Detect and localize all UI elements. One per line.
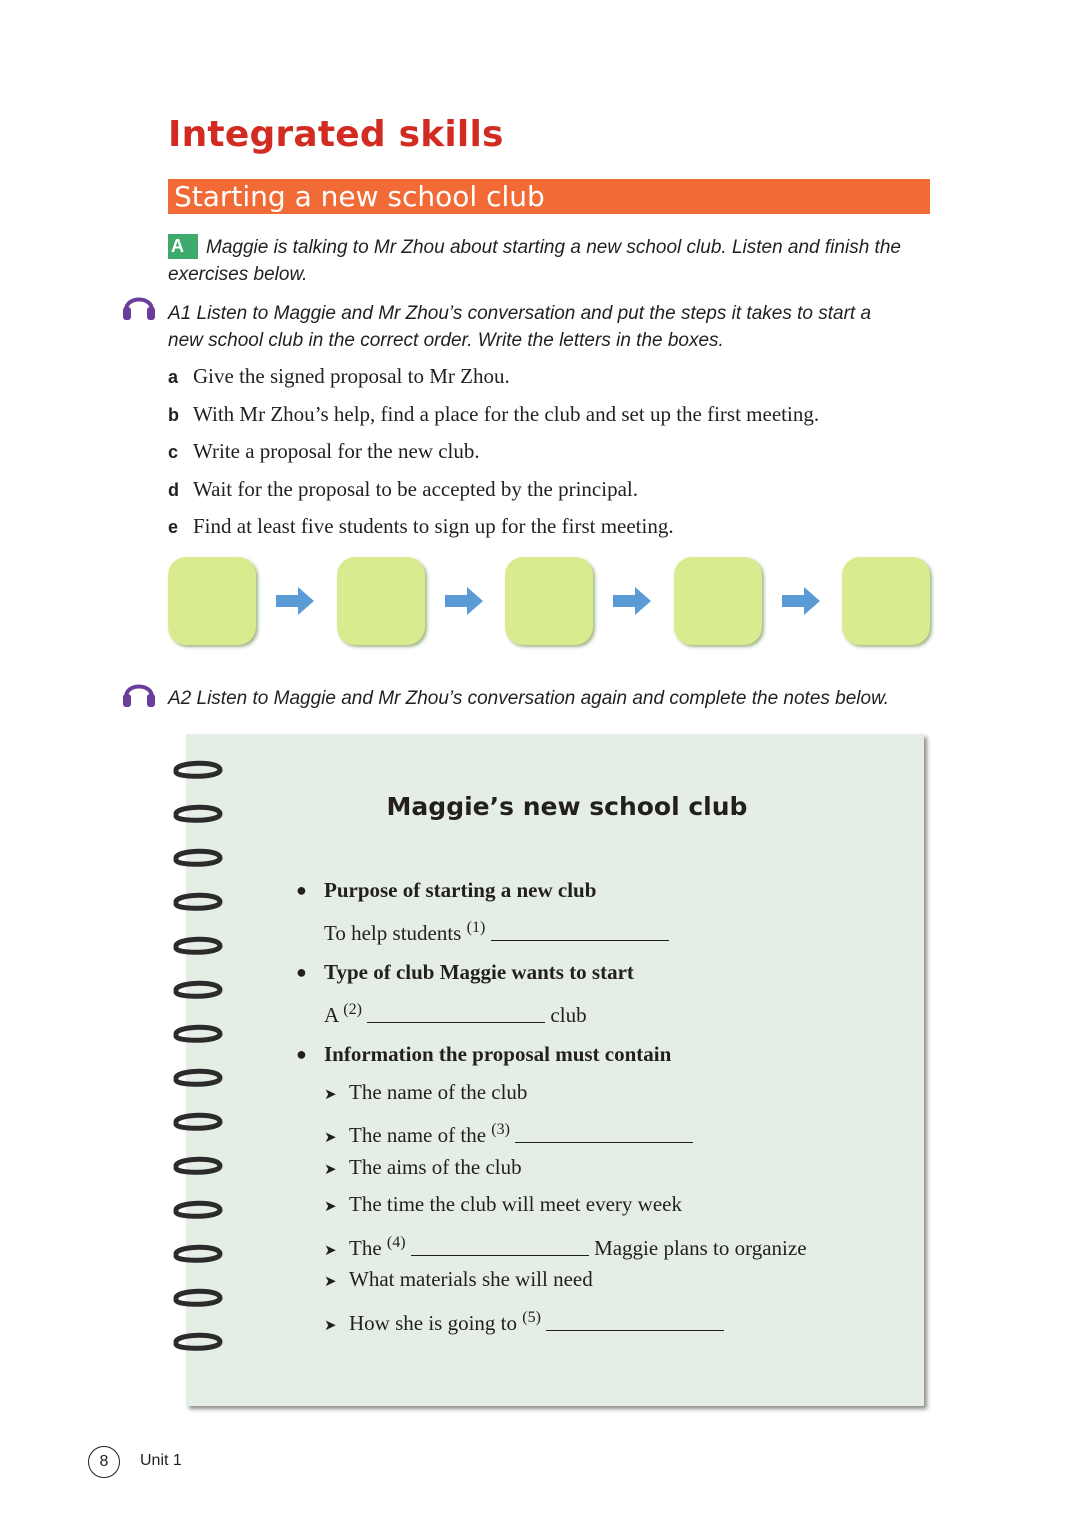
step-list [168, 358, 928, 546]
item-text: The [349, 1236, 382, 1260]
arrow-bullet-icon: ➤ [324, 1087, 337, 1103]
bullet-icon: ● [296, 962, 307, 982]
answer-box-2[interactable] [337, 557, 425, 645]
task-a-instruction [168, 234, 908, 288]
arrow-bullet-icon: ➤ [324, 1318, 337, 1334]
blank-3-input[interactable] [515, 1128, 693, 1143]
list-item [168, 358, 928, 396]
step-letter: a [168, 367, 179, 387]
step-text: Find at least five students to sign up for the first meeting. [193, 514, 674, 538]
list-item [168, 508, 928, 546]
arrow-right-icon [274, 585, 316, 617]
list-item [324, 1186, 682, 1226]
arrow-bullet-icon: ➤ [324, 1274, 337, 1290]
arrow-right-icon [443, 585, 485, 617]
item-text: The aims of the club [349, 1155, 522, 1179]
blank-2-input[interactable] [367, 1008, 545, 1023]
list-item [324, 1149, 522, 1189]
list-item [168, 433, 928, 471]
answer-box-3[interactable] [505, 557, 593, 645]
purpose-heading [296, 872, 597, 909]
step-text: Write a proposal for the new club. [193, 439, 480, 463]
answer-box-5[interactable] [842, 557, 930, 645]
headphone-icon[interactable] [120, 286, 158, 324]
blank-4-input[interactable] [411, 1241, 589, 1256]
page-number: 8 [88, 1446, 120, 1478]
arrow-bullet-icon: ➤ [324, 1243, 337, 1259]
step-text: Wait for the proposal to be accepted by the principal. [193, 476, 638, 501]
task-a-text: Maggie is talking to Mr Zhou about starting a new school club. Listen and finish the exercises below. [168, 237, 901, 285]
answer-box-1[interactable] [168, 557, 256, 645]
item-text: The name of the [349, 1123, 487, 1147]
page-title: Integrated skills [168, 114, 504, 155]
arrow-bullet-icon: ➤ [324, 1199, 337, 1215]
list-item [168, 396, 928, 434]
step-letter: d [168, 479, 179, 500]
type-line [324, 991, 587, 1034]
type-suffix: club [550, 1003, 587, 1027]
step-text: With Mr Zhou’s help, find a place for the club and set up the first meeting. [193, 401, 820, 426]
blank-5-input[interactable] [546, 1316, 724, 1331]
notes-title: Maggie’s new school club [386, 792, 748, 821]
arrow-right-icon [611, 585, 653, 617]
a2-instruction: A2 Listen to Maggie and Mr Zhou’s conversation again and complete the notes below. [168, 688, 890, 709]
item-text: What materials she will need [349, 1267, 593, 1291]
task-a-badge: A [168, 234, 198, 259]
purpose-line [324, 909, 669, 952]
item-text: Maggie plans to organize [594, 1236, 807, 1260]
list-item [324, 1074, 527, 1114]
blank-number: (4) [386, 1234, 406, 1251]
headphone-icon[interactable] [120, 673, 158, 711]
step-letter: b [168, 404, 179, 425]
type-prefix: A [324, 1003, 339, 1027]
list-item [324, 1261, 593, 1301]
arrow-bullet-icon: ➤ [324, 1162, 337, 1178]
step-letter: e [168, 517, 179, 537]
blank-number: (3) [491, 1121, 510, 1138]
blank-number: (5) [522, 1309, 541, 1326]
list-item [168, 471, 928, 509]
unit-label: Unit 1 [140, 1452, 182, 1469]
a1-instruction: A1 Listen to Maggie and Mr Zhou’s conversation and put the steps it takes to start a new school club in the correct order. Write the letters in the boxes. [168, 303, 872, 351]
purpose-heading-text: Purpose of starting a new club [324, 878, 597, 902]
item-text: How she is going to [349, 1311, 517, 1335]
spiral-binding-icon [168, 758, 228, 1368]
section-banner [168, 179, 930, 214]
step-letter: c [168, 442, 179, 462]
purpose-text: To help students [324, 921, 462, 945]
bullet-icon: ● [296, 1044, 307, 1064]
type-heading-text: Type of club Maggie wants to start [324, 960, 634, 984]
item-text: The name of the club [349, 1080, 528, 1104]
blank-1-input[interactable] [491, 926, 669, 941]
bullet-icon: ● [296, 880, 307, 900]
blank-number: (1) [466, 919, 486, 936]
blank-number: (2) [343, 1001, 362, 1018]
item-text: The time the club will meet every week [349, 1192, 682, 1216]
arrow-bullet-icon: ➤ [324, 1130, 337, 1146]
arrow-right-icon [780, 585, 822, 617]
info-heading-text: Information the proposal must contain [324, 1042, 672, 1066]
step-text: Give the signed proposal to Mr Zhou. [193, 364, 510, 388]
list-item [324, 1299, 724, 1345]
answer-box-4[interactable] [674, 557, 762, 645]
order-boxes [168, 557, 932, 649]
type-heading [296, 954, 634, 991]
info-heading [296, 1036, 672, 1073]
section-title: Starting a new school club [174, 180, 545, 213]
